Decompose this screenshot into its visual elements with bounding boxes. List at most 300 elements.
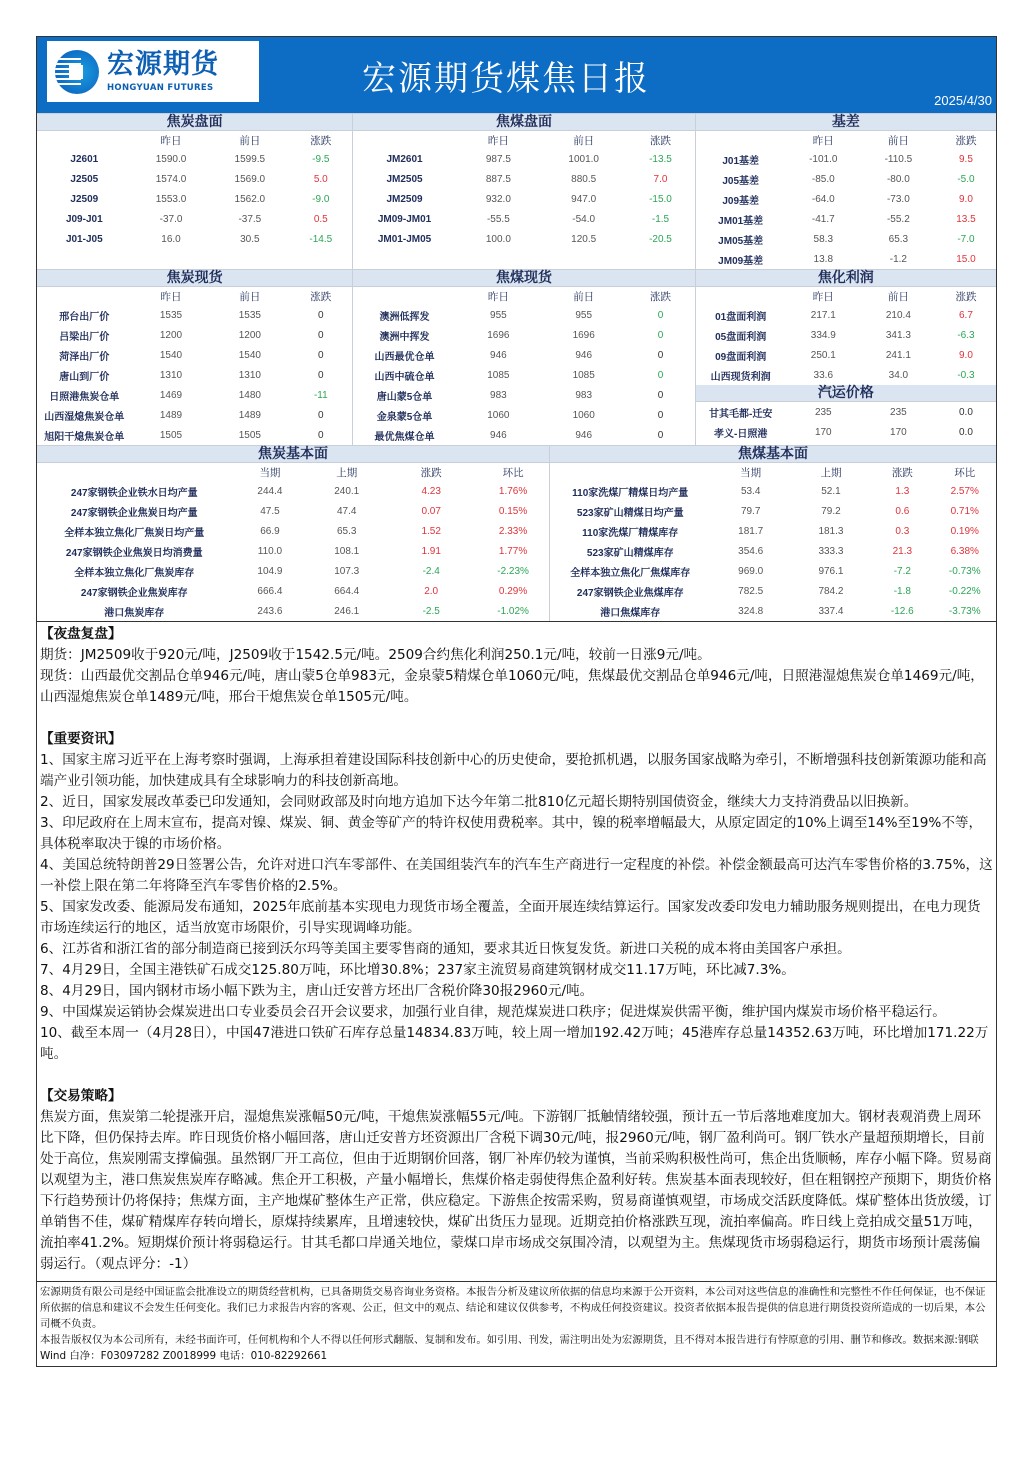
change-value: 21.3: [892, 545, 913, 557]
column-header: 前日: [887, 290, 909, 303]
table-row: [37, 325, 352, 345]
table-row: [37, 385, 352, 405]
change-value: 4.23: [421, 485, 441, 497]
coking-profit-title: 焦化利润: [696, 270, 996, 287]
night-review-heading: 【夜盘复盘】: [40, 626, 122, 642]
row-label: J01-J05: [65, 233, 103, 245]
change-value: 0: [657, 349, 664, 361]
column-header: [353, 131, 455, 149]
previous-value: 246.1: [334, 605, 360, 617]
column-header: [37, 287, 132, 305]
change-value: 0.0: [959, 426, 973, 438]
prior-value: 983: [575, 389, 593, 401]
change-value: -7.2: [893, 565, 911, 577]
yesterday-value: 33.6: [813, 369, 834, 381]
yesterday-value: 334.9: [810, 329, 836, 341]
change-value: -1.8: [893, 585, 911, 597]
table-row: [353, 425, 694, 445]
change-value: 0: [657, 369, 664, 381]
change-value: 1.52: [421, 525, 441, 537]
coal-fundamentals-panel: [550, 446, 996, 621]
yesterday-value: 1696: [487, 329, 510, 341]
yesterday-value: 1553.0: [155, 193, 187, 205]
previous-value: 47.4: [336, 505, 357, 517]
report-page: [36, 36, 997, 1367]
yesterday-value: 1310: [159, 369, 183, 381]
yesterday-value: 1469: [159, 389, 183, 401]
yesterday-value: 170: [814, 426, 832, 438]
table-row: [353, 169, 694, 189]
row-label: 247家钢铁企业焦煤库存: [576, 587, 684, 599]
logo-cn-text: 宏源期货: [107, 49, 219, 80]
coal-fundamentals-title: 焦煤基本面: [550, 446, 996, 463]
previous-value: 784.2: [818, 585, 844, 597]
column-header: 昨日: [160, 290, 182, 303]
table-row: [696, 249, 996, 269]
row-label: 523家矿山精煤日均产量: [576, 507, 684, 519]
column-header: 前日: [239, 134, 261, 147]
prior-value: -55.2: [886, 213, 910, 225]
table-row: [550, 561, 996, 581]
prior-value: -80.0: [886, 173, 910, 185]
table-header-row: [37, 287, 352, 305]
table-header-row: [696, 287, 996, 305]
column-header: 前日: [887, 134, 909, 147]
coal-futures-panel: [353, 114, 695, 269]
night-review-spot: 现货：山西最优交割品仓单946元/吨，唐山蒙5仓单983元，金泉蒙5精煤仓单1060元/吨，焦煤最优交割品仓单946元/吨，日照港湿熄焦炭仓单1469元/吨，山西湿熄焦炭仓单1489元/吨，邢台干熄焦炭仓单1505元/吨。: [40, 668, 984, 705]
table-row: [353, 325, 694, 345]
row-label: 09盘面利润: [715, 351, 767, 363]
prior-value: 241.1: [885, 349, 911, 361]
row-label: 甘其毛都-迁安: [709, 408, 773, 420]
row-label: 孝义-日照港: [714, 428, 768, 440]
yesterday-value: 1535: [159, 309, 183, 321]
coal-spot-panel: [353, 270, 695, 445]
prior-value: 1599.5: [234, 153, 266, 165]
yesterday-value: 932.0: [485, 193, 511, 205]
current-value: 79.7: [740, 505, 761, 517]
prior-value: 170: [890, 426, 907, 438]
row-label: J09-J01: [65, 213, 103, 225]
row-label: 全样本独立焦化厂焦煤库存: [570, 567, 691, 579]
coking-profit-table: [696, 287, 996, 385]
coke-spot-panel: [37, 270, 353, 445]
table-row: [37, 189, 352, 209]
yesterday-value: 887.5: [485, 173, 511, 185]
prior-value: 1060: [572, 409, 595, 421]
change-value: 0: [318, 369, 324, 381]
previous-value: 976.1: [818, 565, 844, 577]
previous-value: 108.1: [334, 545, 360, 557]
change-value: -9.5: [312, 153, 330, 165]
current-value: 53.4: [740, 485, 761, 497]
yesterday-value: 217.1: [810, 309, 836, 321]
table-header-row: [696, 131, 996, 149]
row-label: 01盘面利润: [715, 311, 767, 323]
disclaimer-p2: 本报告版权仅为本公司所有，未经书面许可，任何机构和个人不得以任何形式翻版、复制和发布。如引用、刊发，需注明出处为宏源期货，且不得对本报告进行有悖原意的引用、删节和修改。数据来源:钢联 Wind 白净：F03097282 Z0018999 电话：010-82292661: [40, 1334, 979, 1362]
news-item: 1、国家主席习近平在上海考察时强调，上海承担着建设国际科技创新中心的历史使命，要抢抓机遇，以服务国家战略为牵引，不断增强科技创新策源功能和高端产业引领功能，加快建成具有全球影响力的科技创新高地。: [40, 752, 987, 789]
coal-futures-table: [353, 131, 694, 269]
news-item: 10、截至本周一（4月28日），中国47港进口铁矿石库存总量14834.83万吨，较上周一增加192.42万吨；45港库存总量14352.63万吨，环比增加171.22万吨。: [40, 1025, 989, 1062]
column-header: [353, 287, 455, 305]
table-row: [37, 169, 352, 189]
table-row: [550, 521, 996, 541]
yesterday-value: 983: [490, 389, 507, 401]
pct-change-value: 2.57%: [950, 485, 979, 497]
change-value: 0: [318, 329, 324, 341]
column-header: [37, 463, 232, 481]
pct-change-value: 0.71%: [950, 505, 979, 517]
table-row: [353, 189, 694, 209]
strategy-text: 焦炭方面，焦炭第二轮提涨开启，湿熄焦炭涨幅50元/吨，干熄焦炭涨幅55元/吨。下游钢厂抵触情绪较强，预计五一节后落地难度加大。钢材表观消费上周环比下降，但仍保持去库。昨日现货价格小幅回落，唐山迁安普方坯资源出厂含税下调30元/吨，报2960元/吨，钢厂盈利尚可。钢厂铁水产量超预期增长，目前处于高位，焦炭刚需支撑偏强。虽然钢厂开工高位，但由于近期钢价回落，钢厂补库仍较为谨慎，当前采购积极性尚可，焦企出货顺畅，库存小幅下降。贸易商以观望为主，港口焦炭焦炭库存略减。焦企开工积极，产量小幅增长，焦煤价格走弱使得焦企盈利好转。焦炭基本面表现较好，但在粗钢控产预期下，期货价格下行趋势预计仍将保持；焦煤方面，主产地煤矿整体生产正常，供应稳定。下游焦企按需采购，贸易商谨慎观望，市场成交活跃度降低。煤矿整体出货放缓，订单销售不佳，煤矿精煤库存转向增长，原煤持续累库，且增速较快，煤矿出货压力显现。近期竞拍价格涨跌互现，流拍率偏高。昨日线上竞拍成交量51万吨，流拍率41.2%。短期煤价预计将弱稳运行。甘其毛都口岸通关地位，蒙煤口岸市场成交氛围冷清，以观望为主。焦煤现货市场弱稳运行，期货市场预计震荡偏弱运行。（观点评分：-1）: [40, 1109, 992, 1272]
pct-change-value: 0.19%: [950, 525, 979, 537]
prior-value: 946: [575, 429, 593, 441]
pct-change-value: 6.38%: [950, 545, 979, 557]
column-header: 涨跌: [310, 134, 332, 147]
yesterday-value: 1060: [487, 409, 510, 421]
change-value: 0: [657, 409, 664, 421]
prior-value: 235: [890, 406, 907, 418]
prior-value: 1569.0: [234, 173, 266, 185]
table-row: [37, 149, 352, 169]
current-value: 110.0: [257, 545, 283, 557]
table-row: [696, 365, 996, 385]
row-label: J2509: [70, 193, 99, 205]
freight-title: 汽运价格: [696, 385, 996, 402]
news-item: 8、4月29日，国内钢材市场小幅下跌为主，唐山迁安普方坯出厂含税价降30报2960元/吨。: [40, 983, 594, 999]
pct-change-value: -0.73%: [948, 565, 981, 577]
change-value: 1.91: [421, 545, 441, 557]
table-row: [37, 501, 549, 521]
row-label: 05盘面利润: [715, 331, 767, 343]
table-row: [353, 209, 694, 229]
pct-change-value: -3.73%: [948, 605, 981, 617]
prior-value: 1001.0: [568, 153, 599, 165]
company-logo: [47, 41, 259, 102]
column-header: 环比: [502, 466, 524, 479]
news-item: 4、美国总统特朗普29日签署公告，允许对进口汽车零部件、在美国组装汽车的汽车生产商进行一定程度的补偿。补偿金额最高可达汽车零售价格的3.75%，这一补偿上限在第二年将降至汽车零售价格的2.5%。: [40, 857, 993, 894]
change-value: 0: [657, 329, 664, 341]
column-header: 涨跌: [420, 466, 442, 479]
column-header: [696, 131, 786, 149]
column-header: 上期: [820, 466, 842, 479]
logo-en-text: HONGYUAN FUTURES: [107, 83, 214, 93]
column-header: 涨跌: [891, 466, 913, 479]
news-item: 6、江苏省和浙江省的部分制造商已接到沃尔玛等美国主要零售商的通知，要求其近日恢复发货。新进口关税的成本将由美国客户承担。: [40, 941, 851, 957]
prior-value: 1540: [238, 349, 261, 361]
column-header: 昨日: [487, 134, 509, 147]
prior-value: 1480: [238, 389, 261, 401]
column-header: 当期: [259, 466, 281, 479]
table-row: [353, 345, 694, 365]
prior-value: 1535: [238, 309, 261, 321]
news-item: 7、4月29日，全国主港铁矿石成交125.80万吨，环比增30.8%；237家主流贸易商建筑钢材成交11.17万吨，环比减7.3%。: [40, 962, 795, 978]
row-label: JM2601: [386, 153, 423, 165]
table-row: [37, 521, 549, 541]
table-row: [550, 501, 996, 521]
spot-row: [37, 269, 996, 445]
strategy-heading: 【交易策略】: [40, 1088, 122, 1104]
coke-fundamentals-table: [37, 463, 549, 621]
pct-change-value: 0.15%: [498, 505, 528, 517]
yesterday-value: 946: [490, 429, 507, 441]
column-header: 涨跌: [649, 134, 671, 147]
table-row: [37, 305, 352, 325]
current-value: 47.5: [260, 505, 280, 517]
table-row: [353, 405, 694, 425]
row-label: 金泉蒙5仓单: [376, 411, 433, 423]
row-label: 日照港焦炭仓单: [49, 391, 120, 403]
change-value: 0: [657, 429, 664, 441]
coke-futures-panel: [37, 114, 353, 269]
change-value: -2.5: [422, 605, 440, 617]
pct-change-value: -0.22%: [948, 585, 981, 597]
table-row: [696, 422, 996, 442]
basis-title: 基差: [696, 114, 996, 131]
row-label: J01基差: [722, 155, 760, 167]
table-row: [696, 305, 996, 325]
prior-value: 30.5: [240, 233, 260, 245]
coal-fundamentals-table: [550, 463, 996, 621]
column-header: 昨日: [160, 134, 182, 147]
current-value: 244.4: [257, 485, 283, 497]
change-value: 6.7: [959, 309, 973, 321]
previous-value: 65.3: [336, 525, 357, 537]
change-value: -1.5: [651, 213, 670, 225]
column-header: 上期: [336, 466, 358, 479]
table-row: [696, 169, 996, 189]
change-value: 0: [657, 309, 664, 321]
change-value: -13.5: [649, 153, 672, 165]
current-value: 66.9: [260, 525, 280, 537]
change-value: 5.0: [313, 173, 328, 185]
column-header: 涨跌: [955, 290, 977, 303]
prior-value: 34.0: [888, 369, 909, 381]
row-label: 523家矿山精煤库存: [586, 547, 674, 559]
change-value: -9.0: [312, 193, 330, 205]
column-header: 昨日: [812, 290, 834, 303]
prior-value: 210.4: [885, 309, 911, 321]
table-row: [37, 601, 549, 621]
basis-panel: [696, 114, 996, 269]
row-label: 山西湿熄焦炭仓单: [44, 411, 125, 423]
current-value: 104.9: [257, 565, 283, 577]
futures-row: [37, 113, 996, 269]
row-label: 247家钢铁企业焦炭日均产量: [70, 507, 198, 519]
change-value: 0.3: [895, 525, 910, 537]
yesterday-value: 955: [490, 309, 507, 321]
coke-futures-table: [37, 131, 352, 269]
row-label: JM2509: [386, 193, 423, 205]
prior-value: 1085: [572, 369, 595, 381]
news-item: 9、中国煤炭运销协会煤炭进出口专业委员会召开会议要求，加强行业自律，规范煤炭进口秩序；促进煤炭供需平衡，维护国内煤炭市场价格平稳运行。: [40, 1004, 946, 1020]
current-value: 354.6: [738, 545, 764, 557]
news-heading: 【重要资讯】: [40, 731, 122, 747]
row-label: 山西中硫仓单: [374, 371, 435, 383]
row-label: 旭阳干熄焦炭仓单: [44, 431, 125, 443]
change-value: 1.3: [895, 485, 910, 497]
column-header: 前日: [573, 290, 595, 303]
change-value: 0.07: [421, 505, 441, 517]
yesterday-value: 1574.0: [155, 173, 187, 185]
row-label: 澳洲中挥发: [379, 331, 430, 343]
pct-change-value: 1.77%: [498, 545, 528, 557]
change-value: 0.6: [895, 505, 910, 517]
pct-change-value: 1.76%: [498, 485, 528, 497]
news-item: 2、近日，国家发展改革委已印发通知，会同财政部及时向地方追加下达今年第二批810亿元超长期特别国债资金，继续大力支持消费品以旧换新。: [40, 794, 918, 810]
table-row: [550, 581, 996, 601]
prior-value: -37.5: [238, 213, 262, 225]
previous-value: 240.1: [334, 485, 360, 497]
row-label: J05基差: [722, 175, 760, 187]
yesterday-value: -85.0: [811, 173, 835, 185]
row-label: J09基差: [722, 195, 760, 207]
row-label: JM2505: [386, 173, 423, 185]
yesterday-value: 235: [814, 406, 832, 418]
column-header: 涨跌: [955, 134, 977, 147]
change-value: -6.3: [957, 329, 975, 341]
row-label: JM09-JM01: [377, 213, 432, 225]
previous-value: 333.3: [818, 545, 844, 557]
row-label: 247家钢铁企业焦炭日均消费量: [65, 547, 203, 559]
prior-value: 955: [575, 309, 593, 321]
row-label: 澳洲低挥发: [379, 311, 430, 323]
table-row: [696, 345, 996, 365]
change-value: 0: [318, 349, 324, 361]
table-row: [353, 365, 694, 385]
row-label: 唐山蒙5仓单: [376, 391, 433, 403]
previous-value: 664.4: [334, 585, 360, 597]
change-value: 0.0: [959, 406, 973, 418]
prior-value: -73.0: [886, 193, 910, 205]
prior-value: 1696: [572, 329, 595, 341]
column-header: [550, 463, 711, 481]
disclaimer-p1: 宏源期货有限公司是经中国证监会批准设立的期货经营机构，已具备期货交易咨询业务资格。本报告分析及建议所依据的信息均来源于公开资料，本公司对这些信息的准确性和完整性不作任何保证，也不保证所依据的信息和建议不会发生任何变化。我们已力求报告内容的客观、公正，但文中的观点、结论和建议仅供参考，不构成任何投资建议。投资者依据本报告提供的信息进行期货投资所造成的一切后果，本公司概不负责。: [40, 1286, 986, 1330]
change-value: -12.6: [890, 605, 914, 617]
prior-value: 946: [575, 349, 593, 361]
change-value: 15.0: [956, 253, 976, 265]
coke-fundamentals-panel: [37, 446, 550, 621]
table-row: [550, 541, 996, 561]
column-header: 昨日: [487, 290, 509, 303]
table-row: [37, 541, 549, 561]
prior-value: 341.3: [885, 329, 911, 341]
row-label: 247家钢铁企业铁水日均产量: [70, 487, 198, 499]
coke-spot-title: 焦炭现货: [37, 270, 352, 287]
previous-value: 107.3: [334, 565, 360, 577]
row-label: JM01基差: [718, 215, 764, 227]
change-value: -0.3: [957, 369, 975, 381]
change-value: 2.0: [424, 585, 439, 597]
table-header-row: [550, 463, 996, 481]
row-label: 山西现货利润: [710, 371, 771, 383]
change-value: 9.0: [959, 193, 973, 205]
yesterday-value: 1085: [487, 369, 510, 381]
yesterday-value: 987.5: [485, 153, 511, 165]
current-value: 969.0: [738, 565, 764, 577]
row-label: 全样本独立焦化厂焦炭库存: [74, 567, 195, 579]
report-header: [37, 37, 996, 113]
prior-value: 65.3: [888, 233, 909, 245]
table-row: [37, 561, 549, 581]
column-header: 前日: [573, 134, 595, 147]
previous-value: 337.4: [818, 605, 844, 617]
column-header: [37, 131, 132, 149]
table-row: [353, 229, 694, 249]
row-label: 吕梁出厂价: [59, 331, 110, 343]
night-review-futures: 期货：JM2509收于920元/吨，J2509收于1542.5元/吨。2509合约焦化利润250.1元/吨，较前一日涨9元/吨。: [40, 647, 711, 663]
table-row: [37, 481, 549, 501]
column-header: 前日: [239, 290, 261, 303]
prior-value: -110.5: [884, 153, 913, 165]
yesterday-value: -55.5: [486, 213, 510, 225]
current-value: 782.5: [738, 585, 764, 597]
table-row: [353, 385, 694, 405]
yesterday-value: 946: [490, 349, 507, 361]
table-row: [550, 481, 996, 501]
row-label: JM05基差: [718, 235, 764, 247]
row-label: 唐山到厂价: [59, 371, 110, 383]
prior-value: 947.0: [571, 193, 597, 205]
row-label: 247家钢铁企业焦炭库存: [80, 587, 188, 599]
prior-value: -1.2: [889, 253, 907, 265]
prior-value: 120.5: [571, 233, 597, 245]
change-value: 9.0: [959, 349, 973, 361]
change-value: -2.4: [422, 565, 440, 577]
table-row: [696, 229, 996, 249]
column-header: 涨跌: [310, 290, 332, 303]
table-header-row: [37, 463, 549, 481]
change-value: -7.0: [957, 233, 975, 245]
news-item: 5、国家发改委、能源局发布通知，2025年底前基本实现电力现货市场全覆盖，全面开展连续结算运行。国家发改委印发电力辅助服务规则提出，在电力现货市场连续运行的地区，适当放宽市场限价，引导实现调峰功能。: [40, 899, 981, 936]
yesterday-value: 58.3: [813, 233, 834, 245]
column-header: 昨日: [812, 134, 834, 147]
yesterday-value: -37.0: [159, 213, 183, 225]
row-label: JM09基差: [718, 255, 764, 267]
row-label: 菏泽出厂价: [59, 351, 110, 363]
coal-spot-table: [353, 287, 694, 445]
coking-profit-table: [696, 270, 996, 385]
yesterday-value: 1505: [159, 429, 183, 441]
pct-change-value: 0.29%: [498, 585, 528, 597]
freight-table: [696, 385, 996, 442]
table-row: [37, 581, 549, 601]
pct-change-value: -1.02%: [497, 605, 529, 617]
change-value: 0: [318, 409, 324, 421]
row-label: 邢台出厂价: [59, 311, 110, 323]
previous-value: 79.2: [821, 505, 841, 517]
pct-change-value: -2.23%: [497, 565, 529, 577]
column-header: 环比: [954, 466, 976, 479]
prior-value: 1200: [238, 329, 261, 341]
column-header: 涨跌: [649, 290, 671, 303]
news-item: 3、印尼政府在上周末宣布，提高对镍、煤炭、铜、黄金等矿产的特许权使用费税率。其中，镍的税率增幅最大，从原定固定的10%上调至14%至19%不等，具体税率取决于镍的市场价格。: [40, 815, 983, 852]
change-value: 9.5: [959, 153, 973, 165]
yesterday-value: -64.0: [811, 193, 835, 205]
row-label: 110家洗煤厂精煤库存: [582, 527, 679, 539]
coke-futures-title: 焦炭盘面: [37, 114, 352, 131]
row-label: 山西最优仓单: [374, 351, 435, 363]
change-value: -11: [313, 389, 328, 401]
row-label: 最优焦煤仓单: [374, 431, 435, 443]
change-value: 0: [318, 429, 324, 441]
prior-value: 1489: [238, 409, 261, 421]
change-value: -20.5: [649, 233, 672, 245]
report-date: 2025/4/30: [934, 93, 992, 108]
yesterday-value: 250.1: [810, 349, 836, 361]
prior-value: 1505: [238, 429, 261, 441]
yesterday-value: 1540: [159, 349, 183, 361]
